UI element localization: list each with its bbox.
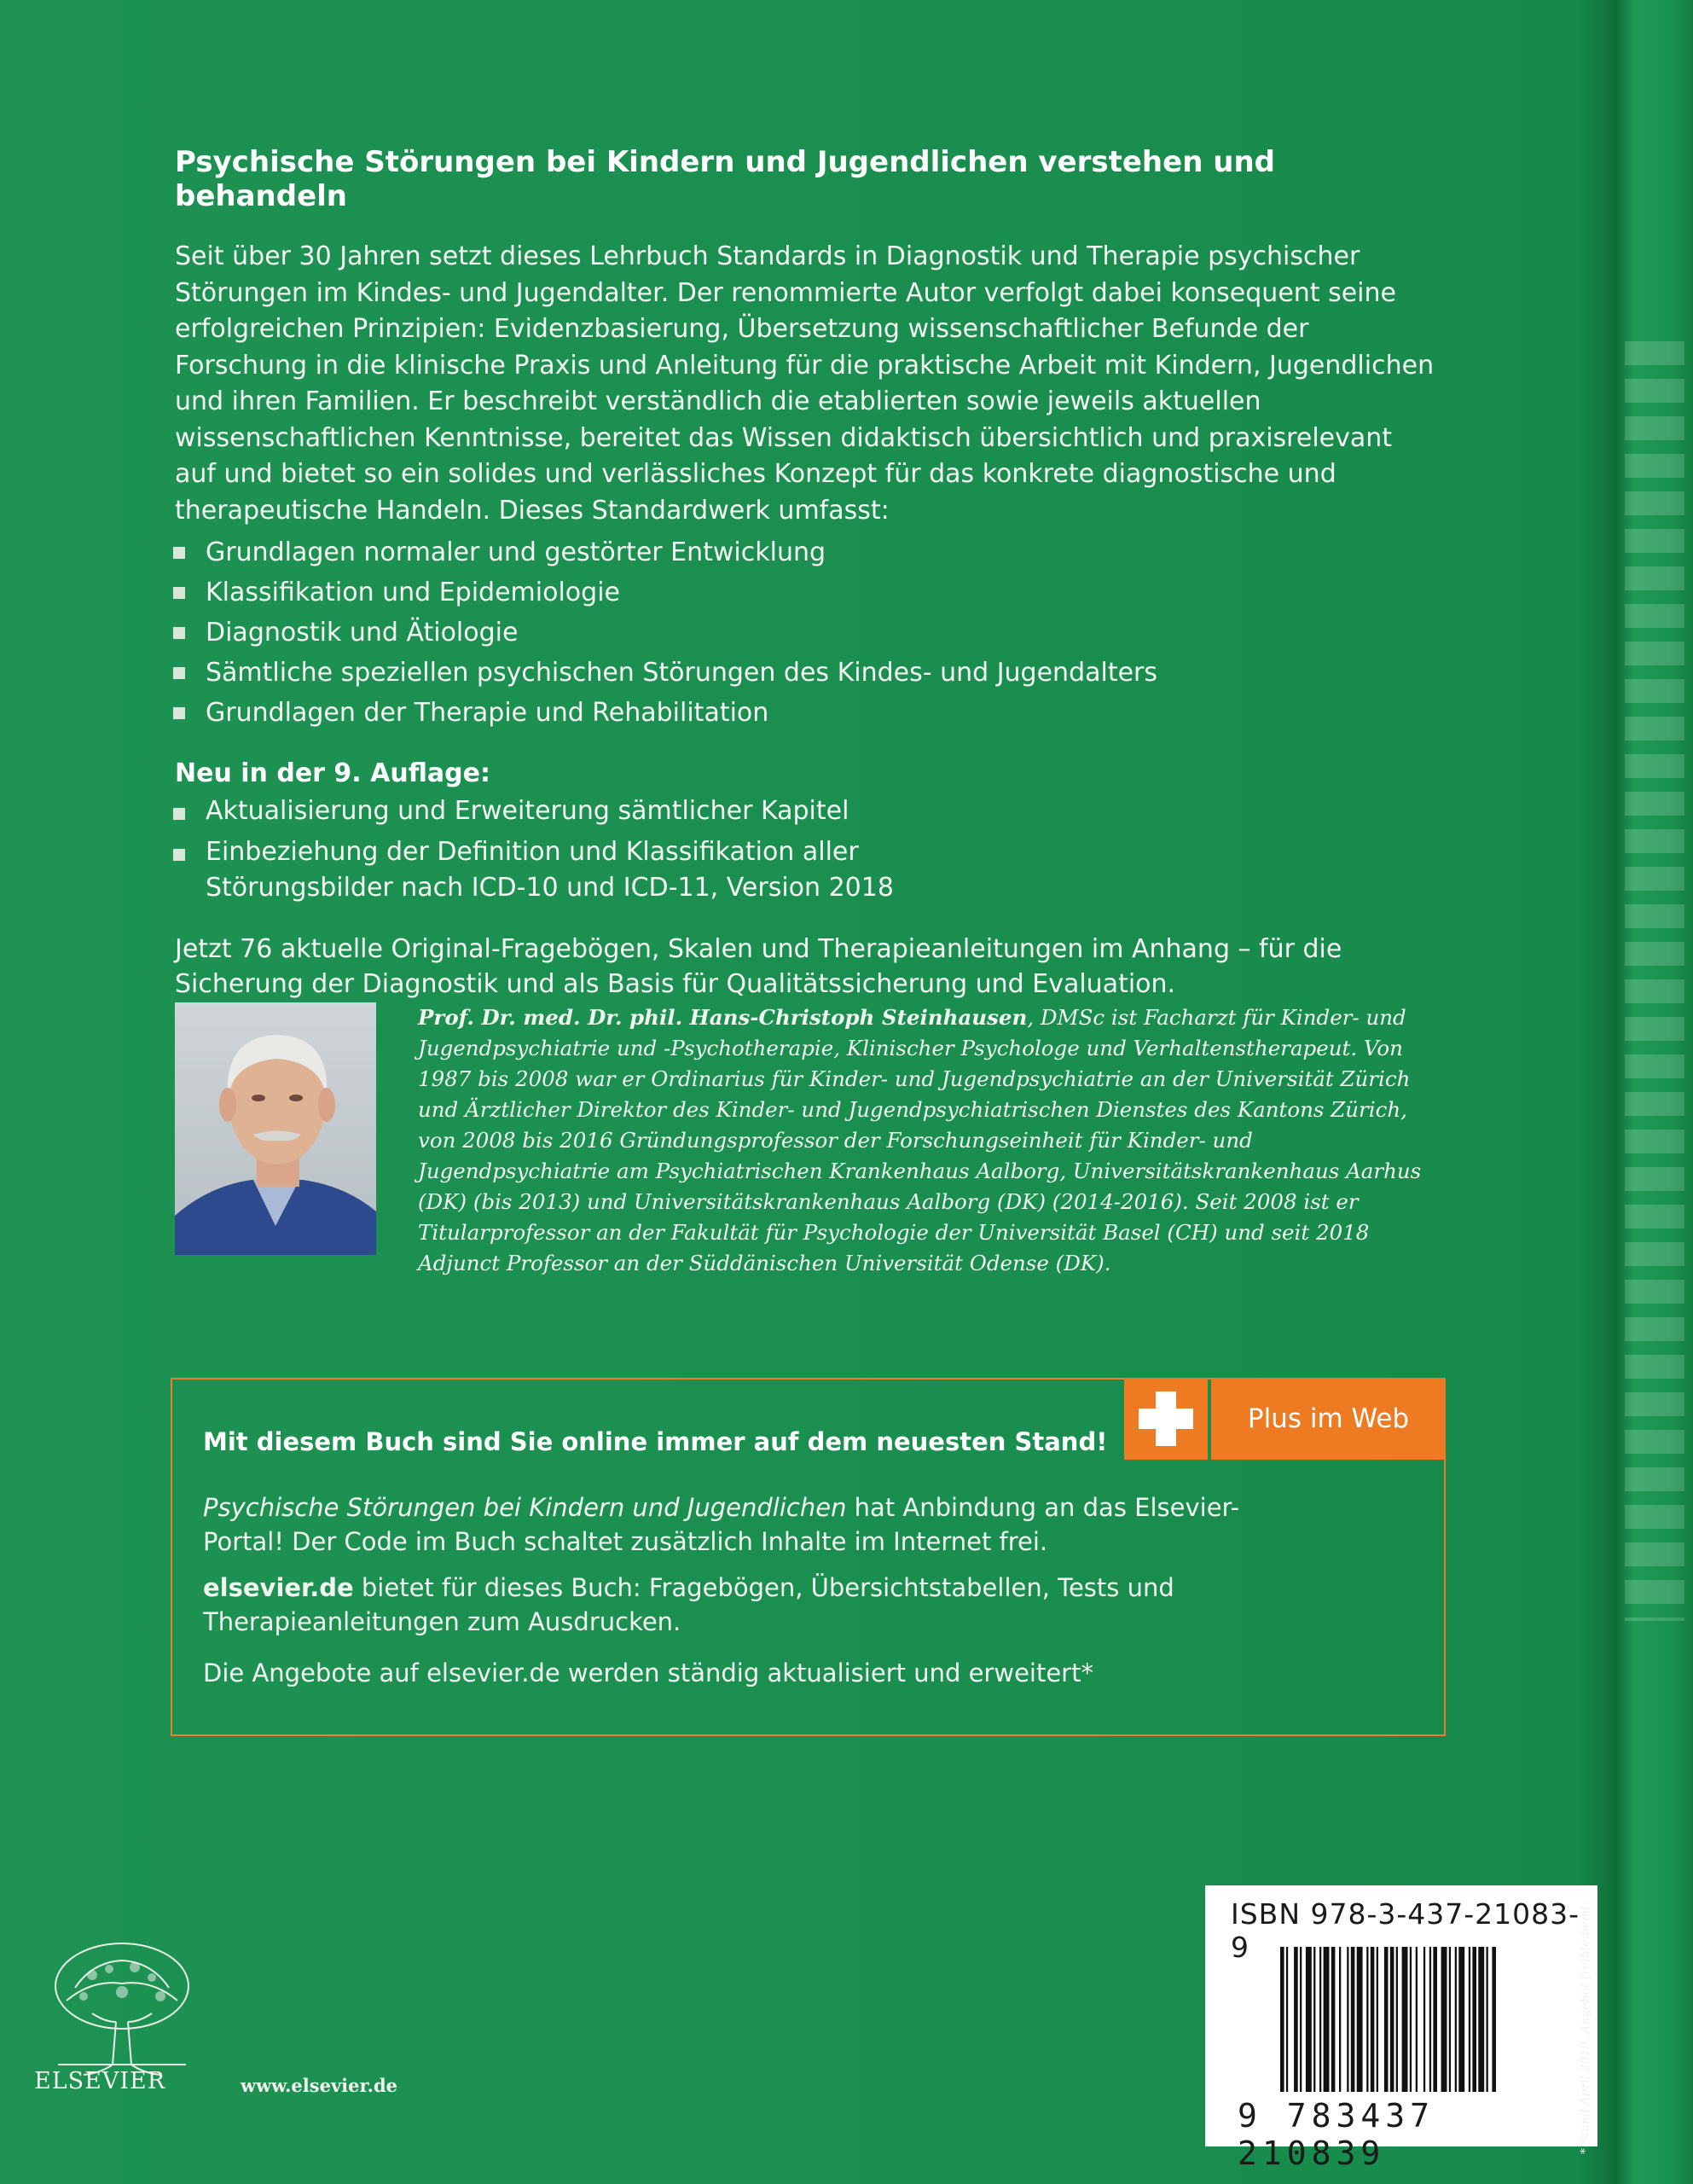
bullet-square-icon: [173, 627, 185, 639]
plus-icon: [1124, 1378, 1208, 1460]
author-bio: Prof. Dr. med. Dr. phil. Hans-Christoph Steinhausen, DMSc ist Facharzt für Kinder- und Jugendpsychiatrie und -Psychotherapie, Klinischer Psychologe und Verhaltenstherapeut. Von 1987 bis 2008 war er Ordinarius für Kinder- und Jugendpsychiatrie an der Universität Zürich und Ärztlicher Direktor des Kinder- und Jugendpsychiatrischen Dienstes des Kantons Zürich, von 2008 bis 2016 Gründungsprofessor der Forschungseinheit für Kinder- und Jugendpsychiatrie am Psychiatrischen Krankenhaus Aalborg, Universitätskrankenhaus Aarhus (DK) (bis 2013) und Universitätskrankenhaus Aalborg (DK) (2014-2016). Seit 2008 ist er Titularprofessor an der Fakultät für Psychologie der Universität Basel (CH) und seit 2018 Adjunct Professor an der Süddänischen Universität Odense (DK).: [418, 1005, 1422, 1275]
web-lead: Mit diesem Buch sind Sie online immer auf dem neuesten Stand!: [203, 1427, 1108, 1456]
bullet-square-icon: [173, 849, 185, 861]
topics-list: [175, 532, 1437, 733]
list-item: Grundlagen der Therapie und Rehabilitation: [173, 693, 1437, 733]
stand-note: * Stand April 2019. Angebot freibleibend.: [1579, 1902, 1592, 2154]
publisher-wordmark: ELSEVIER: [34, 2068, 166, 2094]
web-body: [203, 1490, 1312, 1702]
web-paragraph-2: elsevier.de bietet für dieses Buch: Fragebögen, Übersichtstabellen, Tests und Therapieanleitungen zum Ausdrucken.: [203, 1573, 1174, 1636]
new-edition-list: [175, 793, 1437, 906]
spine-title-blur: [1625, 341, 1684, 1621]
appendix-paragraph: Jetzt 76 aktuelle Original-Fragebögen, Skalen und Therapieanleitungen im Anhang – für die Sicherung der Diagnostik und als Basis für Qualitätssicherung und Evaluation.: [175, 934, 1342, 999]
list-item: Sämtliche speziellen psychischen Störungen des Kindes- und Jugendalters: [173, 653, 1437, 693]
bullet-square-icon: [173, 587, 185, 599]
list-item: Einbeziehung der Definition und Klassifikation aller Störungsbilder nach ICD-10 und ICD-11, Version 2018: [173, 834, 1437, 906]
main-text-block: [175, 145, 1437, 1002]
list-item: Diagnostik und Ätiologie: [173, 613, 1437, 653]
web-paragraph-3: Die Angebote auf elsevier.de werden ständig aktualisiert und erweitert*: [203, 1658, 1093, 1687]
plus-im-web-label: Plus im Web: [1211, 1378, 1446, 1460]
plus-im-web-badge: [1124, 1378, 1446, 1460]
author-name: Prof. Dr. med. Dr. phil. Hans-Christoph Steinhausen: [418, 1005, 1028, 1030]
barcode-image: [1277, 1947, 1584, 2092]
publisher-url: www.elsevier.de: [241, 2075, 397, 2096]
author-photo: [175, 1002, 376, 1255]
list-item: Grundlagen normaler und gestörter Entwicklung: [173, 532, 1437, 572]
isbn-number: ISBN 978-3-437-21083-9: [1231, 1897, 1580, 1964]
list-item: Aktualisierung und Erweiterung sämtlicher Kapitel: [173, 793, 1437, 829]
headline: Psychische Störungen bei Kindern und Jugendlichen verstehen und behandeln: [175, 145, 1275, 213]
intro-paragraph: Seit über 30 Jahren setzt dieses Lehrbuch Standards in Diagnostik und Therapie psychischer Störungen im Kindes- und Jugendalter. Der renommierte Autor verfolgt dabei konsequent seine erfolgreichen Prinzipien: Evidenzbasierung, Übersetzung wissenschaftlicher Befunde der Forschung in die klinische Praxis und Anleitung für die praktische Arbeit mit Kindern, Jugendlichen und ihren Familien. Er beschreibt verständlich die etablierten sowie jeweils aktuellen wissenschaftlichen Kenntnisse, bereitet das Wissen didaktisch übersichtlich und praxisrelevant auf und bietet so ein solides und verlässliches Konzept für das konkrete diagnostische und therapeutische Handeln. Dieses Standardwerk umfasst:: [175, 241, 1435, 526]
new-edition-heading: Neu in der 9. Auflage:: [175, 758, 490, 788]
bullet-square-icon: [173, 707, 185, 719]
author-portrait-image: [175, 1002, 376, 1255]
book-spine-edge: [1615, 0, 1693, 2184]
web-paragraph-1: Psychische Störungen bei Kindern und Jugendlichen hat Anbindung an das Elsevier-Portal! Der Code im Buch schaltet zusätzlich Inhalte im Internet frei.: [203, 1493, 1240, 1556]
bullet-square-icon: [173, 547, 185, 559]
bullet-square-icon: [173, 808, 185, 820]
plus-im-web-box: [171, 1378, 1446, 1736]
isbn-barcode-label: [1205, 1885, 1597, 2172]
barcode-digits: 9 783437 210839: [1238, 2097, 1435, 2172]
bullet-square-icon: [173, 667, 185, 679]
list-item: Klassifikation und Epidemiologie: [173, 572, 1437, 613]
